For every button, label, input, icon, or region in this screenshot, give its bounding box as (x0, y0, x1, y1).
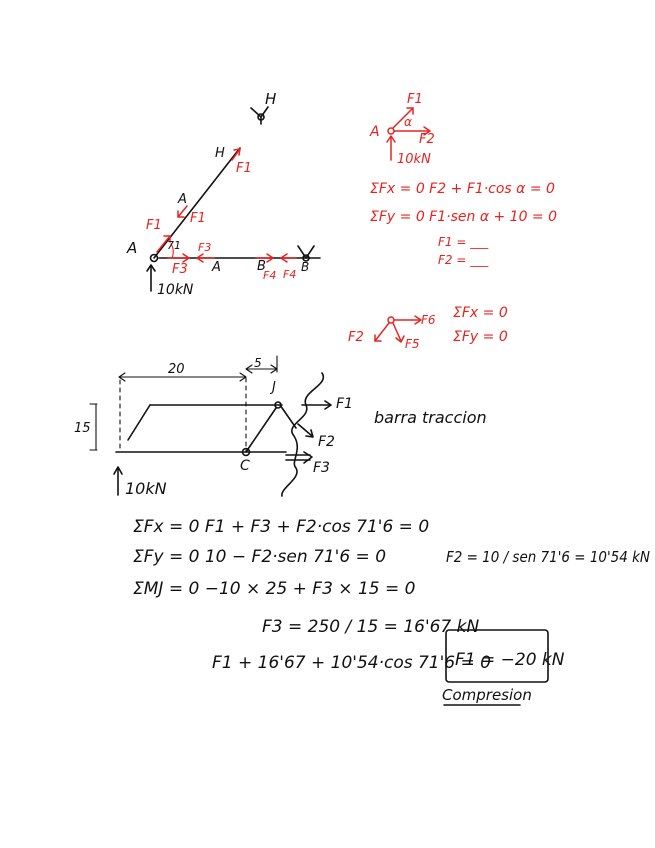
label-f1-left: F1 (146, 218, 162, 233)
label-f4-right: F4 (283, 268, 297, 281)
fbd-a-load-label: 10kN (397, 152, 431, 167)
label-f4-left: F4 (263, 269, 277, 282)
label-h-mid: H (215, 146, 225, 161)
fbd-a-eq-sum-fx: ΣFx = 0 F2 + F1·cos α = 0 (370, 181, 555, 197)
fbd-a-eq-sum-fy: ΣFy = 0 F1·sen α + 10 = 0 (370, 209, 558, 225)
fbd-a-eq-f2: F2 = ___ (438, 253, 489, 267)
fbd-2-f6-label: F6 (421, 313, 436, 327)
dim-15: 15 (74, 421, 91, 436)
label-h-top: H (265, 90, 277, 108)
section-f1-label: F1 (336, 396, 353, 412)
label-a-bottom: A (212, 260, 221, 275)
equilibrium-equations (133, 517, 650, 673)
section-diagram (74, 356, 487, 498)
label-b-left: B (257, 259, 266, 274)
fbd-a-f2-label: F2 (419, 132, 435, 147)
fbd-2-f2-label: F2 (348, 330, 364, 345)
label-a-mid: A (178, 192, 187, 207)
f1-equation: F1 + 16'67 + 10'54·cos 71'6 = 0 (212, 653, 491, 673)
label-f3-lower: F3 (172, 262, 188, 277)
fbd-joint-2 (348, 305, 508, 351)
label-b-right: B (301, 260, 310, 274)
dim-5: 5 (254, 356, 262, 370)
section-c-label: C (240, 458, 250, 474)
fbd-a-eq-f1: F1 = ___ (438, 235, 489, 249)
eq-sum-fx: ΣFx = 0 F1 + F3 + F2·cos 71'6 = 0 (133, 517, 430, 537)
label-load-10kn: 10kN (157, 282, 194, 298)
label-f1-right: F1 (190, 211, 206, 226)
truss-diagram (126, 90, 320, 298)
label-angle: 71 (167, 239, 181, 252)
section-load-label: 10kN (125, 479, 167, 498)
fbd-a-joint-label: A (370, 124, 380, 140)
eq-sum-mj: ΣMJ = 0 −10 × 25 + F3 × 15 = 0 (133, 579, 416, 599)
section-f3-label: F3 (313, 460, 330, 476)
f2-result: F2 = 10 / sen 71'6 = 10'54 kN (446, 548, 650, 566)
label-f3-upper: F3 (198, 241, 212, 254)
section-j-label: J (272, 380, 276, 395)
section-f2-label: F2 (318, 434, 335, 450)
fbd-2-f5-label: F5 (405, 337, 420, 351)
f3-result: F3 = 250 / 15 = 16'67 kN (262, 617, 480, 637)
fbd-a-alpha-label: α (404, 115, 412, 129)
fbd-2-eq-sum-fy: ΣFy = 0 (453, 329, 508, 345)
answer-boxed: F1 = −20 kN (455, 650, 565, 670)
fbd-2-eq-sum-fx: ΣFx = 0 (453, 305, 508, 321)
label-f1-upper: F1 (236, 161, 252, 176)
fbd-joint-a (369, 92, 557, 267)
eq-sum-fy: ΣFy = 0 10 − F2·sen 71'6 = 0 (133, 547, 387, 567)
label-a-joint: A (127, 239, 138, 257)
section-note: barra traccion (374, 408, 487, 427)
fbd-a-f1-label: F1 (407, 92, 423, 107)
dim-20: 20 (168, 362, 185, 377)
answer-note: Compresion (442, 686, 532, 704)
answer (442, 630, 565, 705)
